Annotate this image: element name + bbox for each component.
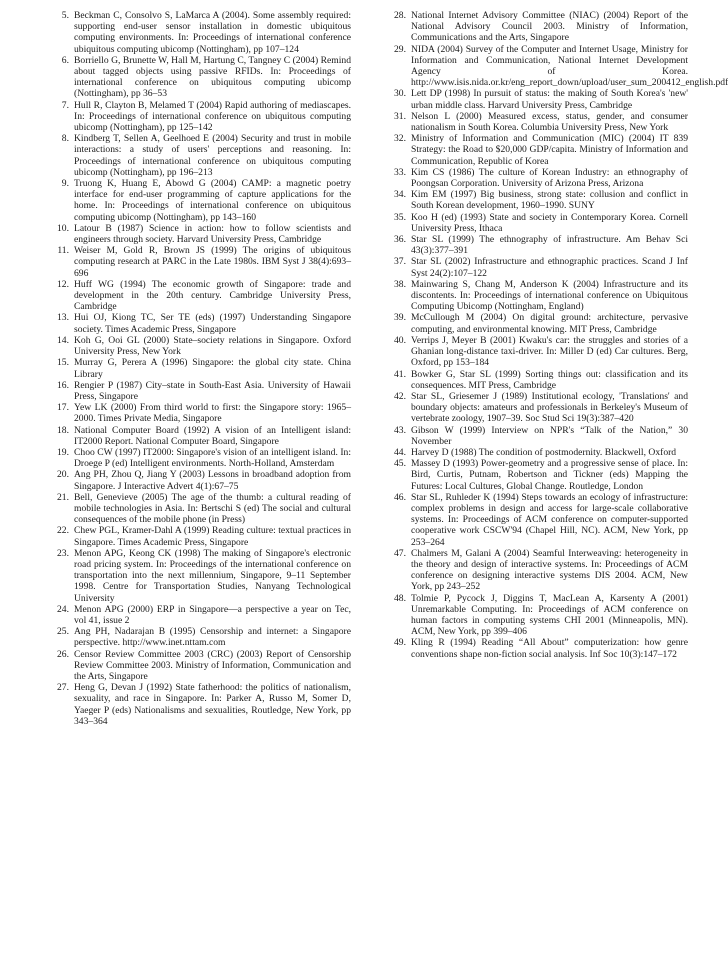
reference-number: 42. [394, 390, 406, 402]
reference-item [385, 425, 688, 447]
reference-text: Latour B (1987) Science in action: how to follow scientists and engineers through society. Harvard University Press, Cambridge [74, 222, 351, 246]
reference-text: Gibson W (1999) Interview on NPR's “Talk of the Nation,” 30 November [411, 424, 688, 447]
reference-item [48, 626, 351, 648]
reference-number: 5. [61, 10, 69, 21]
reference-item [385, 593, 688, 638]
reference-item [48, 492, 351, 526]
reference-number: 6. [61, 54, 69, 66]
reference-number: 41. [394, 368, 406, 380]
reference-item [48, 133, 351, 178]
reference-number: 22. [57, 525, 69, 537]
reference-number: 33. [394, 166, 406, 178]
reference-number: 12. [57, 278, 69, 290]
reference-number: 44. [394, 446, 406, 458]
reference-item [385, 234, 688, 256]
reference-text: Hull R, Clayton B, Melamed T (2004) Rapid authoring of mediascapes. In: Proceedings of international conference on ubiquitous computing ubicomp (Nottingham), pp 125–142 [74, 99, 351, 134]
reference-item [385, 279, 688, 313]
reference-text: Ang PH, Nadarajan B (1995) Censorship and internet: a Singapore perspective. http://www.inet.nttam.com [74, 626, 351, 649]
reference-number: 19. [57, 446, 69, 458]
reference-number: 38. [394, 278, 406, 290]
reference-number: 34. [394, 189, 406, 201]
reference-text: Kling R (1994) Reading “All About” computerization: how genre conventions shape non-fiction social analysis. Inf Soc 10(3):147–172 [411, 637, 688, 660]
reference-item [48, 447, 351, 469]
reference-page [48, 10, 728, 930]
reference-item [48, 525, 351, 547]
reference-number: 28. [394, 10, 406, 21]
reference-text: Yew LK (2000) From third world to first: the Singapore story: 1965–2000. Times Private Media, Singapore [74, 402, 351, 425]
reference-text: Harvey D (1988) The condition of postmodernity. Blackwell, Oxford [411, 446, 677, 458]
reference-item [48, 380, 351, 402]
reference-item [48, 604, 351, 626]
reference-text: Ang PH, Zhou Q, Jiang Y (2003) Lessons in broadband adoption from Singapore. J Interactive Advert 4(1):67–75 [74, 469, 351, 492]
reference-number: 45. [394, 458, 406, 470]
reference-number: 17. [57, 402, 69, 414]
reference-number: 13. [57, 312, 69, 324]
reference-number: 48. [394, 592, 406, 604]
reference-text: Star SL, Griesemer J (1989) Institutional ecology, 'Translations' and boundary objects: amateurs and professionals in Berkeley's Museum of vertebrate zoology, 1907–39. Soc Stud Sci 19(3):387–420 [411, 390, 688, 425]
reference-text: Nelson L (2000) Measured excess, status, gender, and consumer nationalism in South Korea. Columbia University Press, New York [411, 110, 688, 134]
reference-item [48, 55, 351, 100]
reference-text: Star SL (2002) Infrastructure and ethnographic practices. Scand J Inf Syst 24(2):107–122 [411, 256, 688, 279]
reference-number: 11. [57, 245, 69, 257]
reference-item [48, 682, 351, 727]
reference-item [48, 649, 351, 683]
reference-number: 46. [394, 491, 406, 503]
reference-item [385, 133, 688, 167]
reference-text: Tolmie P, Pycock J, Diggins T, MacLean A, Karsenty A (2001) Unremarkable Computing. In: Proceedings of ACM conference on human factors in computing systems CHI 2001 (Minneapolis, MN). ACM, New York, pp 399–406 [411, 592, 688, 638]
reference-number: 40. [394, 334, 406, 346]
reference-item [48, 335, 351, 357]
reference-number: 10. [57, 222, 69, 234]
reference-text: Verrips J, Meyer B (2001) Kwaku's car: the struggles and stories of a Ghanian long-distance taxi-driver. In: Miller D (ed) Car cultures. Berg, Oxford, pp 153–184 [411, 334, 688, 369]
reference-number: 37. [394, 256, 406, 268]
reference-text: Murray G, Perera A (1996) Singapore: the global city state. China Library [74, 357, 351, 380]
reference-text: NIDA (2004) Survey of the Computer and Internet Usage, Ministry for Information and Communication, National Internet Development Agency of Korea. http://www.isis.nida.or.kr/eng_report_down/upload/user_sum_200412_english.pdf [411, 43, 728, 89]
reference-number: 25. [57, 626, 69, 638]
reference-text: Kim EM (1997) Big business, strong state: collusion and conflict in South Korean development, 1960–1990. SUNY [411, 189, 688, 212]
reference-text: Mainwaring S, Chang M, Anderson K (2004) Infrastructure and its discontents. In: Proceedings of international conference on Ubiquitous Computing Ubicomp (Nottingham, England) [411, 278, 688, 313]
reference-number: 18. [57, 424, 69, 436]
reference-number: 31. [394, 110, 406, 122]
reference-text: Koo H (ed) (1993) State and society in Contemporary Korea. Cornell University Press, Ithaca [411, 211, 688, 234]
reference-text: Censor Review Committee 2003 (CRC) (2003) Report of Censorship Review Committee 2003. Ministry of Information, Communication and the Arts, Singapore [74, 648, 351, 682]
reference-text: Kim CS (1986) The culture of Korean Industry: an ethnography of Poongsan Corporation. University of Arizona Press, Arizona [411, 166, 688, 190]
reference-text: National Internet Advisory Committee (NIAC) (2004) Report of the National Advisory Council 2003. Ministry of Information, Communications and the Arts, Singapore [411, 10, 688, 44]
reference-item [385, 256, 688, 278]
reference-item [385, 43, 728, 89]
reference-text: Chalmers M, Galani A (2004) Seamful Interweaving: heterogeneity in the theory and design of interactive systems. In: Proceedings of ACM conference on designing interactive systems DIS 2004. ACM, New York, pp 243–252 [411, 547, 688, 593]
reference-item [48, 223, 351, 245]
reference-number: 29. [394, 43, 406, 55]
reference-text: Rengier P (1987) City–state in South-East Asia. University of Hawaii Press, Singapore [74, 379, 351, 402]
references-right-column [385, 10, 728, 930]
reference-number: 15. [57, 357, 69, 369]
reference-item [385, 212, 688, 234]
reference-number: 35. [394, 211, 406, 223]
reference-number: 9. [61, 178, 69, 190]
reference-text: Beckman C, Consolvo S, LaMarca A (2004). Some assembly required: supporting end-user sensor installation in domestic ubiquitous computing environments. In: Proceedings of international conference ubiquitous computing ubicomp (Nottingham), pp 107–124 [74, 10, 351, 55]
reference-text: Choo CW (1997) IT2000: Singapore's vision of an intelligent island. In: Droege P (ed) Intelligent environments. North-Holland, Amsterdam [74, 446, 351, 470]
reference-item [48, 245, 351, 279]
reference-text: Ministry of Information and Communication (MIC) (2004) IT 839 Strategy: the Road to $20,000 GDP/capita. Ministry of Information and Communication, Republic of Korea [411, 133, 688, 167]
reference-item [48, 469, 351, 491]
reference-number: 21. [57, 491, 69, 503]
reference-number: 49. [394, 637, 406, 649]
reference-text: McCullough M (2004) On digital ground: architecture, pervasive computing, and environmental knowing. MIT Press, Cambridge [411, 312, 688, 335]
reference-number: 16. [57, 379, 69, 391]
reference-item [385, 335, 688, 369]
reference-item [385, 492, 688, 548]
reference-item [48, 312, 351, 334]
reference-number: 43. [394, 424, 406, 436]
reference-text: Hui OJ, Kiong TC, Ser TE (eds) (1997) Understanding Singapore society. Times Academic Press, Singapore [74, 312, 351, 335]
reference-text: National Computer Board (1992) A vision of an Intelligent island: IT2000 Report. National Computer Board, Singapore [74, 424, 351, 447]
reference-number: 32. [394, 133, 406, 145]
reference-item [385, 369, 688, 391]
reference-item [385, 458, 688, 492]
reference-item [48, 10, 351, 55]
reference-item [48, 548, 351, 604]
reference-text: Koh G, Ooi GL (2000) State–society relations in Singapore. Oxford University Press, New York [74, 334, 351, 358]
reference-number: 26. [57, 648, 69, 660]
reference-item [48, 402, 351, 424]
reference-item [385, 637, 688, 659]
reference-text: Menon APG (2000) ERP in Singapore—a perspective a year on Tec, vol 41, issue 2 [74, 603, 351, 626]
reference-number: 30. [394, 88, 406, 100]
reference-text: Star SL, Ruhleder K (1994) Steps towards an ecology of infrastructure: complex problems in design and access for large-scale collaborative systems. In: Proceedings of ACM conference on computer-supported cooperative work CSCW'94 (Chapel Hill, NC). ACM, New York, pp 253–264 [411, 491, 688, 548]
reference-item [385, 167, 688, 189]
reference-text: Huff WG (1994) The economic growth of Singapore: trade and development in the 20th century. Cambridge University Press, Cambridge [74, 278, 351, 313]
reference-item [48, 178, 351, 223]
reference-item [48, 425, 351, 447]
reference-text: Kindberg T, Sellen A, Geelhoed E (2004) Security and trust in mobile interactions: a study of users' perceptions and reasoning. In: Proceedings of international conference on ubiquitous computing ubicomp (Nottingham), pp 196–213 [74, 133, 351, 178]
reference-text: Star SL (1999) The ethnography of infrastructure. Am Behav Sci 43(3):377–391 [411, 234, 688, 257]
reference-item [385, 447, 688, 458]
reference-number: 23. [57, 547, 69, 559]
reference-item [385, 189, 688, 211]
reference-text: Bell, Genevieve (2005) The age of the thumb: a cultural reading of mobile technologies in Asia. In: Bertschi S (ed) The social and cultural consequences of the mobile phone (in Press) [74, 491, 351, 526]
reference-item [48, 279, 351, 313]
reference-text: Truong K, Huang E, Abowd G (2004) CAMP: a magnetic poetry interface for end-user programming of capture applications for the home. In: Proceedings of international conference on ubiquitous computing ubicomp (Nottingham), pp 143–160 [74, 178, 351, 223]
reference-text: Bowker G, Star SL (1999) Sorting things out: classification and its consequences. MIT Press, Cambridge [411, 368, 688, 391]
reference-number: 20. [57, 469, 69, 481]
reference-text: Lett DP (1998) In pursuit of status: the making of South Korea's 'new' urban middle class. Harvard University Press, Cambridge [411, 88, 688, 111]
reference-item [385, 10, 688, 44]
reference-number: 27. [57, 682, 69, 694]
reference-number: 14. [57, 334, 69, 346]
reference-item [385, 548, 688, 593]
reference-number: 36. [394, 234, 406, 246]
reference-item [48, 100, 351, 134]
reference-text: Borriello G, Brunette W, Hall M, Hartung C, Tangney C (2004) Remind about tagged objects using passive RFIDs. In: Proceedings of international conference on ubiquitous computing ubicomp (Nottingham), pp 36–53 [74, 54, 351, 100]
reference-item [385, 391, 688, 425]
reference-number: 24. [57, 603, 69, 615]
references-left-column [48, 10, 351, 930]
reference-text: Chew PGL, Kramer-Dahl A (1999) Reading culture: textual practices in Singapore. Times Academic Press, Singapore [74, 525, 351, 548]
reference-number: 39. [394, 312, 406, 324]
reference-text: Menon APG, Keong CK (1998) The making of Singapore's electronic road pricing system. In: Proceedings of the international conference on transportation into the next millennium, Singapore, 9–11 September 1998. Centre for Transportation Studies, Nanyang Technological University [74, 547, 351, 604]
reference-number: 7. [61, 99, 69, 111]
reference-text: Weiser M, Gold R, Brown JS (1999) The origins of ubiquitous computing research at PARC in the Late 1980s. IBM Syst J 38(4):693–696 [74, 245, 351, 279]
reference-number: 8. [61, 133, 69, 145]
reference-number: 47. [394, 547, 406, 559]
reference-item [385, 111, 688, 133]
reference-item [48, 357, 351, 379]
reference-text: Massey D (1993) Power-geometry and a progressive sense of place. In: Bird, Curtis, Putnam, Robertson and Tickner (eds) Mapping the Futures: Local Cultures, Global Change. Routledge, London [411, 458, 688, 492]
reference-item [385, 312, 688, 334]
reference-text: Heng G, Devan J (1992) State fatherhood: the politics of nationalism, sexuality, and race in Singapore. In: Parker A, Russo M, Somer D, Yaeger P (eds) Nationalisms and sexualities, Routledge, New York, pp 343–364 [74, 682, 351, 727]
reference-item [385, 88, 688, 110]
